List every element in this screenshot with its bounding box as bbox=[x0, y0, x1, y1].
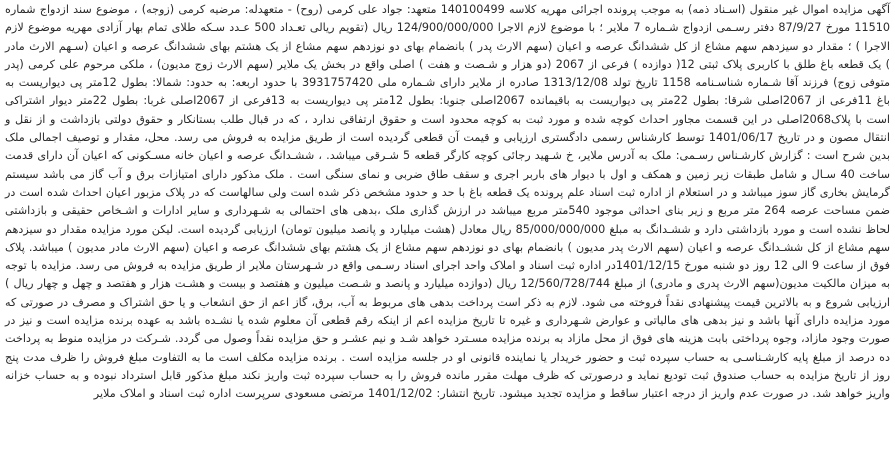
auction-notice-text: آگهی مزایده اموال غیر منقول (اسـناد ذمه) به موجب پرونده اجرائی مهریه کلاسه 140100499 متعهد: جواد علی کرمی (روح) - متعهدله: مرضیه کرمی (زوجه) ، موضوع سند ازدواج شماره 11510 مورخ 87/9/27 دفتر رسـمی ازدواج شـماره 7 ملایر ؛ با موضوع لازم الاجرا 124/900/000/000 ریال (تقویم ریالی تعـداد 500 عـدد سـکه طلای تمام بهار آزادی مهریه موضوع لازم الاجرا ) ؛ مقدار دو سیزدهم سهم مشاع از کل ششدانگ عرصه و اعیان (سهم الارث پدر ) بانضمام بهای دو نوزدهم سهم مشاع از یک هشتم بهای ششدانگ عرصه و اعیان (سـهم الارث مادر ) یک قطعه باغ طلق با کاربری پلاک ثبتی 12( دوازده ) فرعی از 2067 (دو هزار و شـصت و هفت ) اصلی واقع در بخش یک ملایر (سهم الارث زوج مدیون) ، ملکی مرحوم علی کرمی (پدر متوفی زوج) فرزند آقا شـماره شناسـنامه 1158 تاریخ تولد 1313/12/08 صادره از ملایر دارای شـماره ملی 3931757420 با حدود اربعه: به حدود: شمالا: بطول 12متر پی دیواریست به باغ 11فرعی از 2067اصلی شرقا: بطول 22متر پی دیواریست به باقیمانده 2067اصلی جنوبا: بطول 12متر پی دیواریست به 13فرعی از 2067اصلی غربا: بطول 22متر دیوار اشتراکی است با پلاک2068اصلی در این قسمت مجاور احداث کوچه شده و مورد ثبت به کوچه محدود است و حقوق ارتفاقی ندارد ، که در قبال طلب بستانکار و حقوق دولتی بازداشت و از نقل و انتقال مصون و در تاریخ 1401/06/17 توسط کارشناس رسمی دادگستری ارزیابی و قیمت آن قطعی گردیده است از طریق مزایده به فروش می رسد. محل، مقدار و توصیف اجمالی ملک بدین شرح است : گزارش کارشـناس رسـمی: ملک به آدرس ملایر، خ شـهید رجائی کوچه کارگر قطعه 5 شـرقی میباشد. ، ششـدانگ عرصه و اعیان خانه مسـکونی که اعیان آن دارای قدمت ساخت 40 سـال و شامل طبقات زیر زمین و همکف و اول با دیوار های باربر اجری و سقف طاق ضربی و نمای سنگی است . ملک مذکور دارای امتیازات برق و آب گاز می باشد سیستم گرمایش بخاری گاز سوز میباشد و در استعلام از اداره ثبت اسناد علم پرونده یک قطعه باغ با حد و حدود مشخص ذکر شده است ولی سالهاست که در پلاک مزبور اعیان احداث شده است در ضمن مساحت عرصه 264 متر مربع و زیر بنای احداثی موجود 540متر مربع میباشد در ارزش گذاری ملک ،بدهی های احتمالی به شـهرداری و سایر ادارات و اشـخاص حقیقی و بازداشتی لحاظ نشده است و مورد بازداشتی دارد و ششـدانگ به مبلغ 85/000/000/000 ریال معادل (هشت میلیارد و پانصد میلیون تومان) ارزیابی گردیده است. لیکن مورد مزایده مقدار دو سیزدهم سهم مشاع از کل ششـدانگ عرصه و اعیان (سهم الارث پدر مدیون ) بانضمام بهای دو نوزدهم سهم مشاع از یک هشتم بهای ششدانگ عرصه و اعیان (سهم الارث مادر مدیون ) میباشد. پلاک فوق از ساعت 9 الی 12 روز دو شنبه مورخ 1401/12/15در اداره ثبت اسناد و املاک واحد اجرای اسناد رسـمی واقع در شـهرستان ملایر از طریق مزایده به فروش می رسد. مزایده با توجه به میزان مالکیت مدیون(سهم الارث پدری و مادری) از مبلغ 12/560/728/744 ریال (دوازده میلیارد و پانصد و شـصت میلیون و هفتصد و بیست و هشـت هزار و هفتصد و چهل و چهار ریال ) ارزیابی شروع و به بالاترین قیمت پیشنهادی نقداً فروخته می شود. لازم به ذکر است پرداخت بدهی های مربوط به آب، برق، گاز اعم از حق انشعاب و یا حق اشتراک و مصرف در صورتی که مورد مزایده دارای آنها باشد و نیز بدهی های مالیاتی و عوارض شـهرداری و غیره تا تاریخ مزایده اعم از اینکه رقم قطعی آن معلوم شده یا نشـده باشد به عهده برنده مزایده است و نیز در صورت وجود مازاد، وجوه پرداختی بابت هزینه های فوق از محل مازاد به برنده مزایده مسـترد خواهد شـد و نیم عشـر و حق مزایده نقداً وصول می گردد. شـرکت در مزایده منوط به پرداخت ده درصد از مبلغ پایه کارشـناسـی به حساب سپرده ثبت و حضور خریدار یا نماینده قانونی او در جلسه مزایده است . برنده مزایده مکلف است ما به التفاوت مبلغ فروش را ظرف مدت پنج روز از تاریخ مزایده به حساب صندوق ثبت تودیع نماید و درصورتی که ظرف مهلت مقرر مانده فروش را به حساب سپرده ثبت واریز نکند مبلغ مذکور قابل استرداد نبوده و به حساب خزانه واریز خواهد شد. در صورت عدم واریز از درجه اعتبار ساقط و مزایده تجدید میشود. تاریخ انتشار: 1401/12/02 مرتضی مسعودی سرپرست اداره ثبت اسناد و املاک ملایر bbox=[4, 3, 891, 401]
